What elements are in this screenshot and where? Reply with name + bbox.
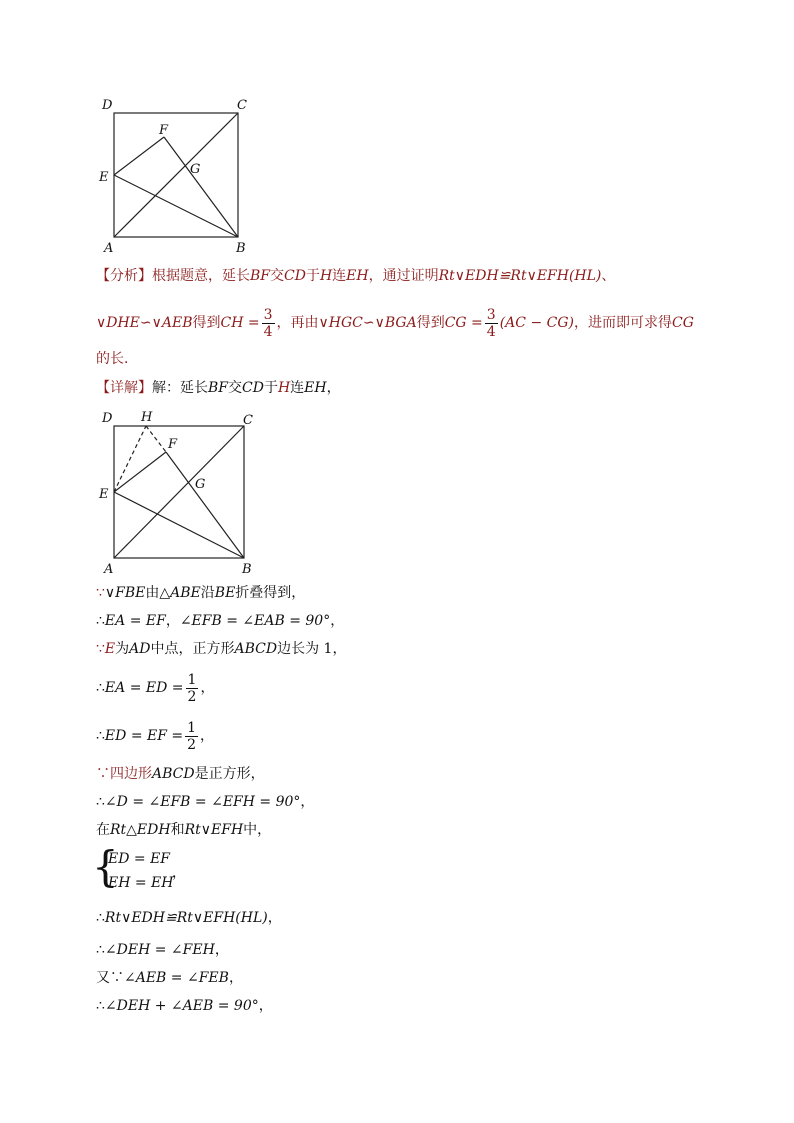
text: 于	[263, 380, 278, 396]
label-g: G	[195, 477, 206, 492]
math: CD	[242, 380, 264, 396]
text: 中点，正方形	[150, 641, 235, 657]
label-c: C	[237, 98, 247, 113]
analysis-line-3: 的长．	[96, 351, 138, 367]
text: ，	[200, 680, 215, 696]
diagonal-ac	[114, 426, 244, 558]
text: ，	[214, 942, 229, 958]
label-e: E	[99, 170, 109, 185]
text: 又∵	[96, 970, 124, 986]
segment-eb	[114, 492, 244, 558]
math: EH	[304, 380, 327, 396]
therefore-symbol: ∴	[96, 910, 105, 926]
math: EA = ED =	[104, 680, 184, 696]
text: 交	[270, 268, 285, 284]
math: ∠D = ∠EFB = ∠EFH = 90°	[104, 794, 301, 810]
figure-square-1	[96, 94, 266, 258]
text: ，进而即可求得	[573, 315, 672, 331]
proof-step-5	[96, 718, 214, 754]
segment-eb	[114, 175, 238, 237]
dashed-eh	[114, 426, 146, 492]
math: EH	[346, 268, 369, 284]
text: ，通过证明	[368, 268, 439, 284]
equation-comma: ，	[172, 865, 186, 881]
math: AD	[129, 641, 151, 657]
denominator: 4	[486, 323, 496, 340]
denominator: 4	[263, 323, 273, 340]
math: BE	[214, 585, 236, 601]
math: ∨FBE	[104, 585, 146, 601]
math: (HL)	[568, 268, 602, 284]
math: ABCD	[152, 766, 195, 782]
label-f: F	[168, 437, 178, 452]
text: ，再由	[276, 315, 319, 331]
equation-ed-ef: ED = EF	[108, 851, 171, 867]
dashed-hf	[146, 426, 166, 452]
numerator: 3	[486, 306, 496, 323]
proof-step-10	[96, 908, 282, 928]
math: ∠DEH = ∠FEH	[104, 942, 215, 958]
numerator: 1	[187, 719, 197, 736]
text: ，	[165, 613, 180, 629]
math: CD	[284, 268, 306, 284]
math: ED = EF =	[104, 728, 184, 744]
segment-ef	[114, 137, 164, 175]
math: ∨HGC∽∨BGA	[318, 315, 417, 331]
fraction	[185, 720, 198, 753]
math: Rt∨EFH	[184, 822, 244, 838]
analysis-tag: 【分析】	[96, 268, 152, 284]
proof-step-3	[96, 639, 346, 659]
therefore-symbol: ∴	[96, 728, 105, 744]
label-b: B	[242, 562, 252, 577]
text: ，	[200, 728, 215, 744]
proof-step-4	[96, 670, 214, 706]
text: ，	[258, 998, 273, 1014]
text: ，	[326, 380, 341, 396]
text: 边长为 1，	[277, 641, 347, 657]
text: 连	[332, 268, 347, 284]
text: 由	[145, 585, 160, 601]
math: BF	[250, 268, 271, 284]
math: Rt∨EDH≌Rt∨EFH	[104, 910, 236, 926]
math: Rt△EDH	[110, 822, 171, 838]
therefore-symbol: ∴	[96, 942, 105, 958]
label-d: D	[102, 411, 113, 426]
label-f: F	[159, 123, 169, 138]
fraction	[186, 672, 199, 705]
math: (AC − CG)	[499, 315, 574, 331]
math: ∠AEB = ∠FEB	[124, 970, 229, 986]
math: ∠DEH + ∠AEB = 90°	[104, 998, 259, 1014]
math: CH =	[220, 315, 260, 331]
math: E	[104, 641, 116, 657]
denominator: 2	[187, 688, 197, 705]
math: EA = EF	[104, 613, 166, 629]
text: 沿	[200, 585, 215, 601]
math: ∨DHE∽∨AEB	[96, 315, 193, 331]
text: 于	[305, 268, 320, 284]
fraction	[485, 307, 498, 340]
because-symbol: ∵	[96, 641, 105, 657]
text: 连	[290, 380, 305, 396]
text: 是正方形，	[194, 766, 265, 782]
figure-square-2	[96, 406, 266, 578]
equation-brace: {	[92, 842, 119, 891]
label-c: C	[243, 413, 253, 428]
detail-line-1	[96, 378, 341, 398]
text: 折叠得到，	[235, 585, 306, 601]
math: BF	[208, 380, 229, 396]
label-a: A	[104, 562, 114, 577]
math: ABCD	[234, 641, 278, 657]
proof-step-8	[96, 820, 271, 840]
proof-step-13	[96, 996, 273, 1016]
segment-fb	[166, 452, 244, 558]
text: ∵四边形	[96, 766, 152, 782]
label-a: A	[104, 241, 114, 256]
text: 中，	[243, 822, 272, 838]
math: CG =	[444, 315, 483, 331]
math: H	[277, 380, 291, 396]
text: ，	[228, 970, 243, 986]
because-symbol: ∵	[96, 585, 105, 601]
detail-tag: 【详解】	[96, 380, 152, 396]
label-d: D	[102, 98, 113, 113]
therefore-symbol: ∴	[96, 998, 105, 1014]
proof-step-1	[96, 583, 305, 603]
therefore-symbol: ∴	[96, 794, 105, 810]
segment-ef	[114, 452, 166, 492]
text: ，	[267, 910, 282, 926]
proof-step-6	[96, 764, 265, 784]
proof-step-7	[96, 792, 314, 812]
math: H	[319, 268, 333, 284]
label-h: H	[141, 410, 153, 425]
proof-step-12	[96, 968, 243, 988]
therefore-symbol: ∴	[96, 680, 105, 696]
math: △ABE	[159, 585, 201, 601]
segment-fb	[164, 137, 238, 237]
math: Rt∨EDH≌Rt∨EFH	[438, 268, 569, 284]
text: ，	[330, 613, 345, 629]
analysis-line-1	[96, 266, 615, 286]
text: ，	[300, 794, 315, 810]
diagonal-ac	[114, 113, 238, 237]
math: (HL)	[235, 910, 268, 926]
text: 和	[170, 822, 185, 838]
text: 得到	[416, 315, 445, 331]
proof-step-2	[96, 611, 344, 631]
equation-eh-eh: EH = EH	[108, 875, 174, 891]
numerator: 1	[187, 671, 197, 688]
analysis-line-2	[96, 306, 694, 340]
text: 交	[228, 380, 243, 396]
label-b: B	[236, 241, 246, 256]
text: 、	[601, 268, 616, 284]
label-e: E	[99, 487, 109, 502]
text: 根据题意，延长	[152, 268, 250, 284]
therefore-symbol: ∴	[96, 613, 105, 629]
numerator: 3	[263, 306, 273, 323]
text: 在	[96, 822, 110, 838]
text: 为	[115, 641, 130, 657]
math: ∠EFB = ∠EAB = 90°	[179, 613, 331, 629]
text: 解：延长	[152, 380, 208, 396]
text: 得到	[192, 315, 221, 331]
fraction	[262, 307, 275, 340]
proof-step-11	[96, 940, 229, 960]
label-g: G	[190, 162, 201, 177]
denominator: 2	[187, 736, 197, 753]
math: CG	[671, 315, 694, 331]
